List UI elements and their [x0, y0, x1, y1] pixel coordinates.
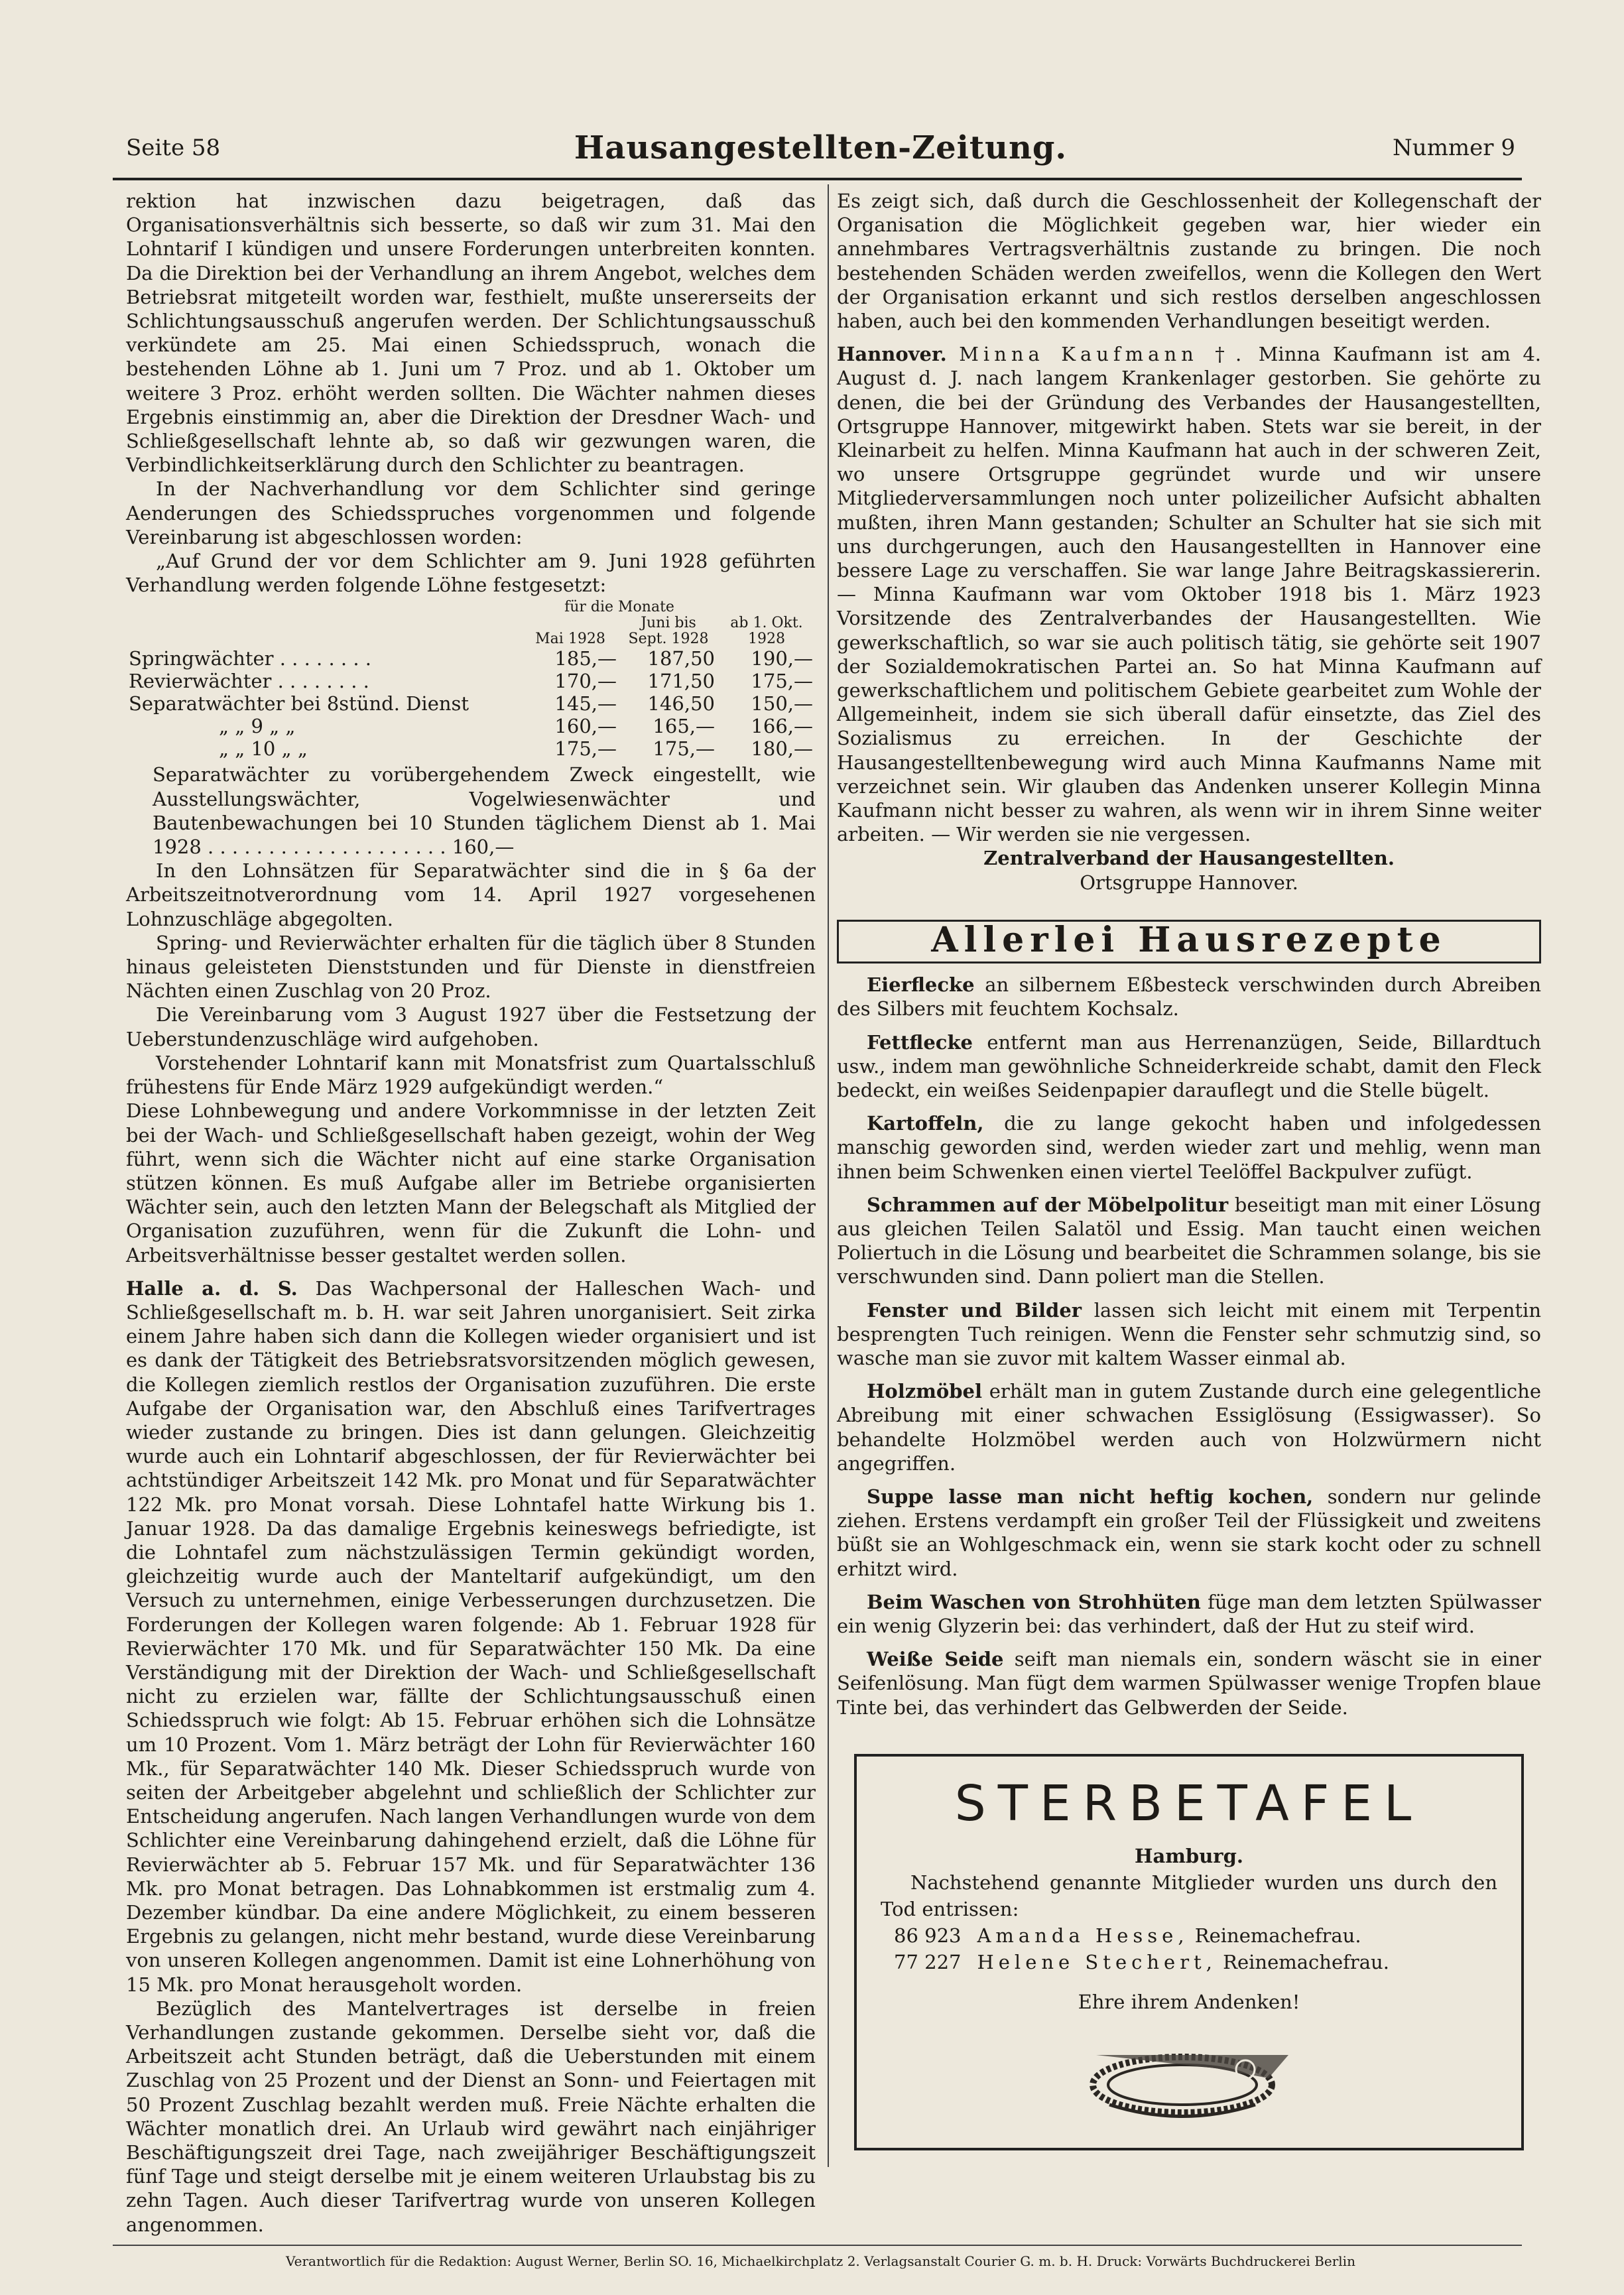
cell: 175,— — [751, 670, 813, 693]
cell: 150,— — [751, 692, 813, 715]
section-location: Halle a. d. S. — [126, 1276, 298, 1300]
wreath-icon — [1070, 2028, 1308, 2128]
article-paragraph: Bezüglich des Mantelvertrages ist derselbe in freien Verhandlungen zustande gekommen. Derselbe sieht vor, daß die Arbeitszeit acht Stunden beträgt, daß die Ueberstunden mit einem Zuschlag von 25 Prozent und der Dienst an Sonn- und Feiertagen mit 50 Prozent Zuschlag bezahlt werden muß. Freie Nächte erhalten die Wächter monatlich drei. An Urlaub wird gewährt nach einjähriger Beschäftigungszeit drei Tage, nach zweijähriger Beschäftigungszeit fünf Tage und steigt derselbe mit je einem weiteren Urlaubstag bis zu zehn Tagen. Auch dieser Tarifvertrag wurde von unseren Kollegen angenommen. — [126, 1997, 816, 2236]
recipe-text: sondern nur gelinde ziehen. Erstens verdampft ein großer Teil der Flüssigkeit und zweitens büßt sie an Wohlgeschmack ein, wenn sie stark kocht oder zu schnell erhitzt wird. — [837, 1485, 1542, 1580]
death-notice-closing: Ehre ihrem Andenken! — [1078, 1990, 1300, 2013]
cell: 190,— — [751, 647, 813, 670]
recipes-title-box — [837, 920, 1541, 963]
cell: 160,— — [554, 715, 617, 738]
recipe — [837, 1030, 1541, 1103]
cell: 145,— — [554, 692, 617, 715]
recipe-text: seift man niemals ein, sondern wäscht sie in einer Seifenlösung. Man fügt dem warmen Spülwasser wenige Tropfen blaue Tinte bei, das verhindert das Gelbwerden der Seide. — [837, 1648, 1542, 1719]
article-paragraph: Vorstehender Lohntarif kann mit Monatsfrist zum Quartalsschluß frühestens für Ende März 1929 aufgekündigt werden.“ — [126, 1051, 816, 1099]
column-divider — [828, 184, 829, 2167]
recipe — [837, 1485, 1541, 1581]
cell: 185,— — [554, 647, 617, 670]
recipe-lead: Suppe lasse man nicht heftig kochen, — [867, 1485, 1314, 1508]
signature-group: Ortsgruppe Hannover. — [1080, 871, 1298, 894]
cell: 146,50 — [647, 692, 715, 715]
article-paragraph: Die Vereinbarung vom 3 August 1927 über die Festsetzung der Ueberstundenzuschläge wird aufgehoben. — [126, 1003, 816, 1050]
recipes-title: Allerlei Hausrezepte — [931, 919, 1447, 960]
obituary — [837, 342, 1541, 846]
recipe — [837, 973, 1541, 1021]
recipe-lead: Eierflecke — [867, 973, 975, 997]
row-label: Springwächter . . . . . . . . — [129, 647, 372, 670]
table-row — [126, 670, 816, 692]
cell: 175,— — [653, 737, 715, 761]
table-column-header: Mai 1928 — [535, 631, 605, 648]
article-paragraph: Diese Lohnbewegung und andere Vorkommnisse in der letzten Zeit bei der Wach- und Schließgesellschaft haben gezeigt, wohin der Weg führt, wenn sich die Wächter nicht auf eine starke Organisation stützen können. Es muß Aufgabe aller im Betriebe organisierten Wächter sein, auch den letzten Mann der Belegschaft als Mitglied der Organisation zuzuführen, wenn für die Zukunft die Lohn- und Arbeitsverhältnisse besser gestaltet werden sollen. — [126, 1099, 816, 1267]
section-location: Hannover. — [837, 343, 947, 366]
table-row — [126, 715, 816, 737]
member-name: Amanda Hesse, — [977, 1924, 1189, 1947]
recipe-lead: Kartoffeln, — [867, 1112, 984, 1135]
death-notice-city: Hamburg. — [1135, 1844, 1243, 1867]
table-row — [126, 647, 816, 670]
recipe-text: beseitigt man mit einer Lösung aus gleichen Teilen Salatöl und Essig. Man taucht einen weichen Poliertuch in die Lösung und bearbeitet die Schrammen solange, bis sie verschwunden sind. Dann poliert man die Stellen. — [837, 1193, 1541, 1288]
member-number: 86 923 — [894, 1924, 962, 1947]
header-rule — [113, 178, 1522, 180]
cell: 171,50 — [647, 670, 715, 693]
footer-rule — [113, 2245, 1522, 2246]
article-paragraph: Es zeigt sich, daß durch die Geschlossenheit der Kollegenschaft der Organisation die Möglichkeit gegeben war, hier wieder ein annehmbares Vertragsverhältnis zustande zu bringen. Die noch bestehenden Schäden werden zweifellos, wenn die Kollegen den Wert der Organisation erkannt und sich restlos derselben angeschlossen haben, auch bei den kommenden Verhandlungen beseitigt werden. — [837, 190, 1541, 333]
article-paragraph: In den Lohnsätzen für Separatwächter sind die in § 6a der Arbeitszeitnotverordnung vom 14. April 1927 vorgesehenen Lohnzuschläge abgegolten. — [126, 859, 816, 930]
death-notice-title: STERBETAFEL — [954, 1774, 1424, 1832]
member-number: 77 227 — [894, 1950, 962, 1973]
member-role: Reinemachefrau. — [1223, 1950, 1389, 1973]
table-row — [126, 692, 816, 715]
recipe — [837, 1193, 1541, 1289]
death-entry — [881, 1922, 1497, 1949]
newspaper-title: Hausangestellten-Zeitung. — [574, 129, 1068, 166]
article-paragraph: rektion hat inzwischen dazu beigetragen, daß das Organisationsverhältnis sich besserte, so daß wir zum 31. Mai den Lohntarif I kündigen und unsere Forderungen unterbreiten konnten. Da die Direktion bei der Verhandlung an ihrem Angebot, welches dem Betriebsrat mitgeteilt worden war, festhielt, mußte unsererseits der Schlichtungsausschuß angerufen werden. Der Schlichtungsausschuß verkündete am 25. Mai einen Schiedsspruch, wonach die bestehenden Löhne ab 1. Juni um 7 Proz. und ab 1. Oktober um weitere 3 Proz. erhöht werden sollten. Die Wächter nahmen dieses Ergebnis einstimmig an, aber die Direktion der Dresdner Wach- und Schließgesellschaft lehnte ab, so daß wir gezwungen waren, die Verbindlichkeitserklärung durch den Schlichter zu beantragen. — [126, 190, 816, 477]
recipe-text: erhält man in gutem Zustande durch eine gelegentliche Abreibung mit einer schwachen Essiglösung (Essigwasser). So behandelte Holzmöbel werden auch von Holzwürmern nicht angegriffen. — [837, 1380, 1542, 1475]
obituary-text: Minna Kaufmann ist am 4. August d. J. nach langem Krankenlager gestorben. Sie gehörte zu denen, die bei der Gründung des Verbandes der Hausangestellten, Ortsgruppe Hannover, mitgewirkt haben. Stets war sie bereit, in der Kleinarbeit zu helfen. Minna Kaufmann hat auch in der schweren Zeit, wo unsere Ortsgruppe gegründet wurde und wir unsere Mitgliederversammlungen noch unter polizeilicher Aufsicht abhalten mußten, ihren Mann gestanden; Schulter an Schulter hat sie sich mit uns durchgerungen, auch den Hausangestellten in Hannover eine bessere Lage zu verschaffen. Sie war lange Jahre Beitragskassiererin. — Minna Kaufmann war vom Oktober 1918 bis 1. März 1923 Vorsitzende des Zentralverbandes der Hausangestellten. Wie gewerkschaftlich, so war sie auch politisch tätig, sie gehörte seit 1907 der Sozialdemokratischen Partei an. So hat Minna Kaufmann auf gewerkschaftlichem und politischem Gebiete gearbeitet zum Wohle der Allgemeinheit, indem sie sich überall dafür einsetzte, das Ziel des Sozialismus zu erreichen. In der Geschichte der Hausangestelltenbewegung wird auch Minna Kaufmanns Name mit verzeichnet sein. Wir glauben das Andenken unserer Kollegin Minna Kaufmann nicht besser zu wahren, als wenn wir in ihrem Sinne weiter arbeiten. — Wir werden sie nie vergessen. — [837, 343, 1542, 846]
imprint: Verantwortlich für die Redaktion: August Werner, Berlin SO. 16, Michaelkirchplatz 2. Verlagsanstalt Courier G. m. b. H. Druck: Vorwärts Buchdruckerei Berlin — [286, 2253, 1355, 2269]
article-paragraph: „Auf Grund der vor dem Schlichter am 9. Juni 1928 geführten Verhandlung werden folgende Löhne festgesetzt: — [126, 550, 816, 597]
cell: 166,— — [751, 715, 813, 738]
table-row — [126, 737, 816, 760]
recipe-text: entfernt man aus Herrenanzügen, Seide, Billardtuch usw., indem man gewöhnliche Schneiderkreide schabt, damit den Fleck bedeckt, ein weißes Seidenpapier darauflegt und die Stelle bügelt. — [837, 1030, 1542, 1101]
recipe-text: die zu lange gekocht haben und infolgedessen manschig geworden sind, werden wieder zart und mehlig, wenn man ihnen beim Schwenken einen viertel Teelöffel Backpulver zufügt. — [837, 1112, 1541, 1183]
table-column-header: Juni bis Sept. 1928 — [628, 615, 709, 648]
member-name: Helene Stechert, — [977, 1950, 1217, 1973]
recipe — [837, 1647, 1541, 1719]
row-label: Revierwächter . . . . . . . . — [129, 670, 369, 693]
table-header-span: für die Monate — [564, 599, 674, 616]
page-header — [126, 129, 1515, 176]
article-halle — [126, 1276, 816, 1997]
recipe-lead: Holzmöbel — [867, 1380, 982, 1403]
page-number: Seite 58 — [126, 135, 221, 161]
obituary-name: Minna Kaufmann †. — [959, 343, 1247, 366]
article-paragraph: Spring- und Revierwächter erhalten für die täglich über 8 Stunden hinaus geleisteten Dienststunden und für Dienste in dienstfreien Nächten einen Zuschlag von 20 Proz. — [126, 931, 816, 1003]
table-extra: Separatwächter zu vorübergehendem Zweck eingestellt, wie Ausstellungswächter, Vogelwiesenwächter und Bautenbewachungen bei 10 Stunden täglichem Dienst ab 1. Mai 1928 . . . . . . . . . . . . . . . . . . . . 160,— — [153, 763, 816, 859]
row-label: „ „ 9 „ „ — [219, 715, 296, 738]
wage-table — [126, 599, 816, 760]
recipe-lead: Schrammen auf der Möbelpolitur — [867, 1193, 1229, 1216]
recipe-text: an silbernem Eßbesteck verschwinden durch Abreiben des Silbers mit feuchtem Kochsalz. — [837, 973, 1542, 1021]
cell: 175,— — [554, 737, 617, 761]
member-role: Reinemachefrau. — [1194, 1924, 1361, 1947]
recipe-text: lassen sich leicht mit einem mit Terpentin besprengten Tuch reinigen. Wenn die Fenster sehr schmutzig sind, so wasche man sie zuvor mit kaltem Wasser einmal ab. — [837, 1298, 1542, 1369]
recipe-lead: Fenster und Bilder — [867, 1298, 1082, 1322]
recipe-lead: Fettflecke — [867, 1030, 973, 1054]
table-column-header: ab 1. Okt. 1928 — [730, 615, 803, 648]
cell: 170,— — [554, 670, 617, 693]
recipe — [837, 1590, 1541, 1638]
cell: 165,— — [653, 715, 715, 738]
article-paragraph: In der Nachverhandlung vor dem Schlichter sind geringe Aenderungen des Schiedsspruches vorgenommen und folgende Vereinbarung ist abgeschlossen worden: — [126, 477, 816, 548]
recipe — [837, 1379, 1541, 1475]
recipe — [837, 1111, 1541, 1184]
right-column — [837, 189, 1541, 2150]
death-notice-box — [854, 1754, 1524, 2150]
halle-text: Das Wachpersonal der Halleschen Wach- und Schließgesellschaft m. b. H. war seit Jahren unorganisiert. Seit zirka einem Jahre haben sich dann die Kollegen wieder organisiert und ist es dank der Tätigkeit des Betriebsratsvorsitzenden möglich gewesen, die Kollegen ziemlich restlos der Organisation zuzuführen. Die erste Aufgabe der Organisation war, den Abschluß eines Tarifvertrages wieder zustande zu bringen. Dies ist dann gelungen. Gleichzeitig wurde auch ein Lohntarif abgeschlossen, der für Revierwächter bei achtstündiger Arbeitszeit 142 Mk. pro Monat und für Separatwächter 122 Mk. pro Monat vorsah. Diese Lohntafel hatte Wirkung bis 1. Januar 1928. Da das damalige Ergebnis keineswegs befriedigte, ist die Lohntafel zum nächstzulässigen Termin gekündigt worden, gleichzeitig wurde auch der Manteltarif aufgekündigt, um den Versuch zu unternehmen, einige Verbesserungen durchzusetzen. Die Forderungen der Kollegen waren folgende: Ab 1. Februar 1928 für Revierwächter 170 Mk. und für Separatwächter 150 Mk. Da eine Verständigung mit der Direktion der Wach- und Schließgesellschaft nicht zu erzielen war, fällte der Schlichtungsausschuß einen Schiedsspruch wie folgt: Ab 15. Februar erhöhen sich die Lohnsätze um 10 Prozent. Vom 1. März beträgt der Lohn für Revierwächter 160 Mk., für Separatwächter 140 Mk. Dieser Schiedsspruch wurde von seiten der Arbeitgeber abgelehnt und schließlich der Schlichter zur Entscheidung angerufen. Nach langen Verhandlungen wurde von dem Schlichter eine Vereinbarung dahingehend erzielt, daß die Löhne für Revierwächter ab 5. Februar 157 Mk. und für Separatwächter 136 Mk. pro Monat betragen. Das Lohnabkommen ist erstmalig zum 4. Dezember kündbar. Da eine andere Möglichkeit, zu einem besseren Ergebnis zu gelangen, nicht mehr bestand, wurde diese Vereinbarung von unseren Kollegen angenommen. Damit ist eine Lohnerhöhung von 15 Mk. pro Monat herausgeholt worden. — [126, 1276, 816, 1996]
death-entry — [881, 1949, 1497, 1975]
left-column — [126, 189, 816, 2237]
death-notice-intro: Nachstehend genannte Mitglieder wurden uns durch den Tod entrissen: — [881, 1871, 1497, 1920]
recipe — [837, 1298, 1541, 1371]
signature-org: Zentralverband der Hausangestellten. — [983, 847, 1395, 870]
cell: 180,— — [751, 737, 813, 761]
recipe-text: füge man dem letzten Spülwasser ein wenig Glyzerin bei: das verhindert, daß der Hut zu steif wird. — [837, 1590, 1541, 1637]
issue-number: Nummer 9 — [1393, 135, 1515, 161]
row-label: „ „ 10 „ „ — [219, 737, 308, 761]
cell: 187,50 — [647, 647, 715, 670]
recipe-lead: Beim Waschen von Strohhüten — [867, 1590, 1201, 1613]
recipe-lead: Weiße Seide — [867, 1648, 1004, 1671]
row-label: Separatwächter bei 8stünd. Dienst — [129, 692, 469, 715]
